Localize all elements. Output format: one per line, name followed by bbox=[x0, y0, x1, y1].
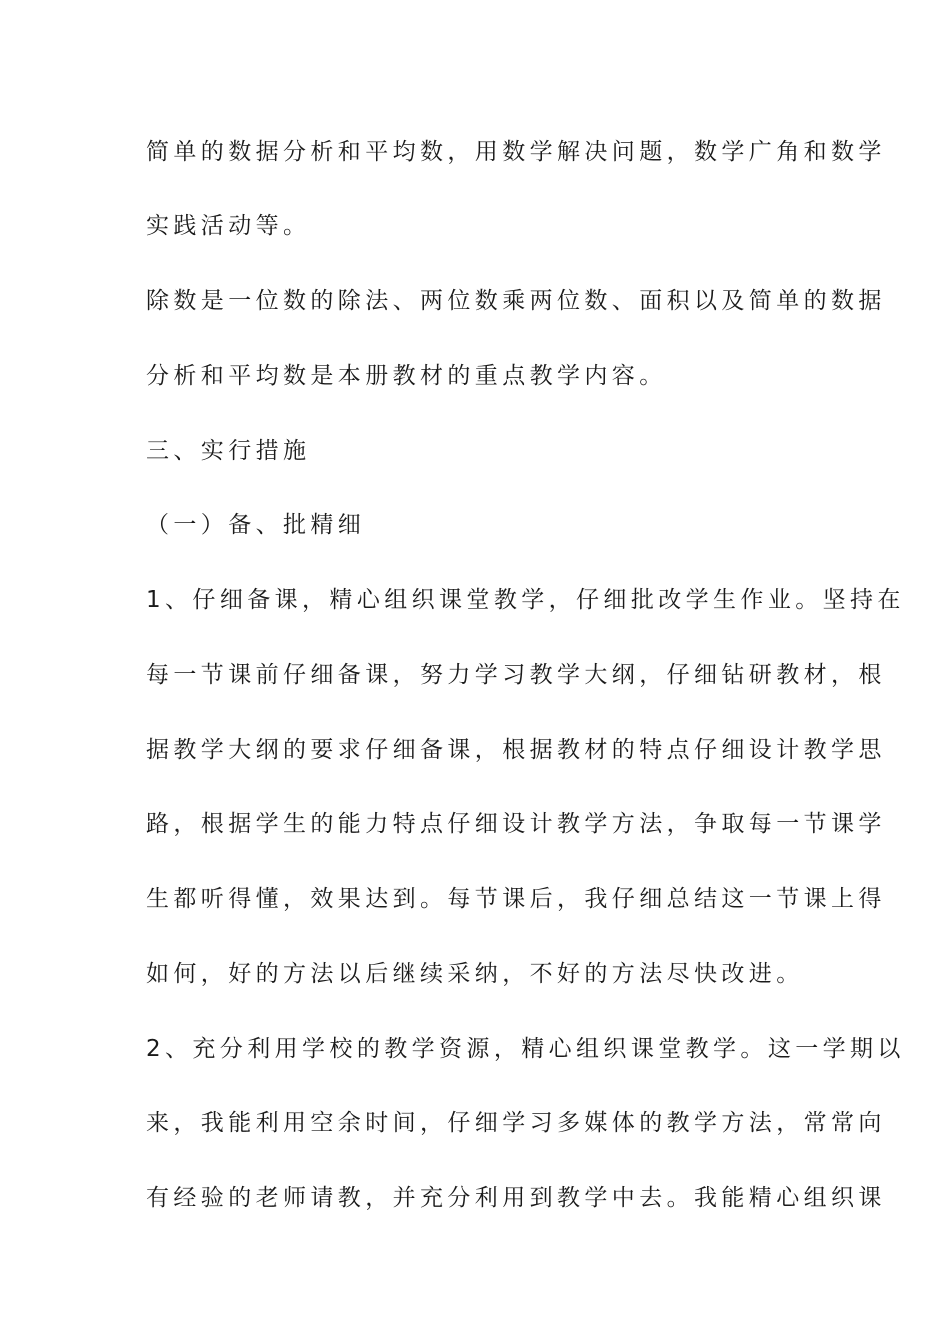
text-line: 实践活动等。 bbox=[146, 213, 311, 239]
text-line: 分析和平均数是本册教材的重点教学内容。 bbox=[146, 363, 667, 389]
section-heading: 三、实行措施 bbox=[146, 438, 311, 464]
text-line: 生都听得懂，效果达到。每节课后，我仔细总结这一节课上得 bbox=[146, 886, 886, 912]
text-line: 有经验的老师请教，并充分利用到教学中去。我能精心组织课 bbox=[146, 1185, 886, 1211]
text-line: 简单的数据分析和平均数，用数学解决问题，数学广角和数学 bbox=[146, 139, 886, 165]
text-line: 1、仔细备课，精心组织课堂教学，仔细批改学生作业。坚持在 bbox=[146, 587, 905, 613]
text-line: 2、充分利用学校的教学资源，精心组织课堂教学。这一学期以 bbox=[146, 1036, 905, 1062]
subsection-heading: （一）备、批精细 bbox=[146, 512, 366, 538]
text-line: 如何，好的方法以后继续采纳，不好的方法尽快改进。 bbox=[146, 961, 804, 987]
text-line: 据教学大纲的要求仔细备课，根据教材的特点仔细设计教学思 bbox=[146, 737, 886, 763]
text-line: 来，我能利用空余时间，仔细学习多媒体的教学方法，常常向 bbox=[146, 1110, 886, 1136]
text-line: 路，根据学生的能力特点仔细设计教学方法，争取每一节课学 bbox=[146, 811, 886, 837]
text-line: 除数是一位数的除法、两位数乘两位数、面积以及简单的数据 bbox=[146, 288, 886, 314]
text-line: 每一节课前仔细备课，努力学习教学大纲，仔细钻研教材，根 bbox=[146, 662, 886, 688]
